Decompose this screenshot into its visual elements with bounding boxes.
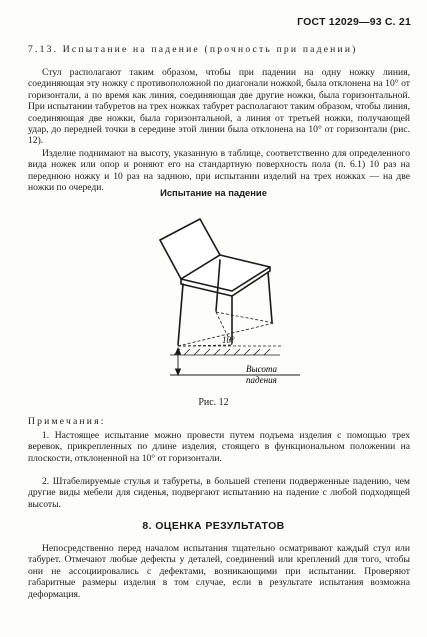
note-2: 2. Штабелируемые стулья и табуреты, в большей степени подверженные падению, чем другие виды мебели для сиденья, подвергают испытанию на падение с любой подходящей высоты. — [28, 476, 410, 510]
drop-height-dimension — [170, 348, 300, 375]
figure-caption: Рис. 12 — [198, 397, 229, 408]
notes-heading: Примечания: — [28, 416, 106, 427]
section-7-13-paragraph-2: Изделие поднимают на высоту, указанную в таблице, соответственно для определенного вида ножек или опор и роняют его на стандартную поверхность пола (п. 6.1) 10 раз на переднюю ножку и 10 раз на заднюю, при испытании изделий на трех ножках — на две ножки по очереди. — [28, 148, 410, 194]
height-label-line1: Высота — [246, 364, 277, 374]
section-8-title: 8. ОЦЕНКА РЕЗУЛЬТАТОВ — [142, 520, 285, 532]
note-1: 1. Настоящее испытание можно провести путем подъема изделия с помощью трех веревок, прикрепленных по длине изделия, стоящего в функциональном положении на плоскости, отклоненной на 10° от горизонтали. — [28, 430, 410, 464]
angle-label: 10° — [222, 335, 235, 345]
section-7-13-paragraph-1: Стул располагают таким образом, чтобы при падении на одну ножку линия, соединяющая эту ножку с противоположной по диагонали ножкой, была отклонена на 10° от горизонтали, а по время как линия, соединяющая две другие ножки, была горизонтальной. При испытании табуретов на трех ножках табурет располагают таким образом, чтобы линия, соединяющая две ножки, была горизонтальной, а линия от третьей ножки, получающей удар, до передней точки в середине этой линии была отклонена на 10° от горизонтали (рис. 12). — [28, 67, 410, 147]
chair-leg-back-left — [178, 284, 183, 345]
floor-hatch — [170, 349, 280, 355]
figure-heading: Испытание на падение — [160, 187, 267, 198]
drop-test-figure — [150, 205, 300, 385]
projection-line-4 — [216, 312, 274, 323]
page-header: ГОСТ 12029—93 С. 21 — [297, 16, 411, 28]
section-7-13-title: 7.13. Испытание на падение (прочность при падении) — [28, 44, 358, 55]
section-8-paragraph-1: Непосредственно перед началом испытания тщательно осматривают каждый стул или табурет. Отмечают любые дефекты у деталей, соединений или креплений для того, чтобы они не ассоциировались с дефектами, возникающими при испытании. Проверяют габаритные размеры изделия в том случае, если в результате испытания возможна деформация. — [28, 543, 410, 600]
height-label-line2: падения — [246, 375, 277, 385]
chair-leg-front-right — [268, 272, 272, 322]
